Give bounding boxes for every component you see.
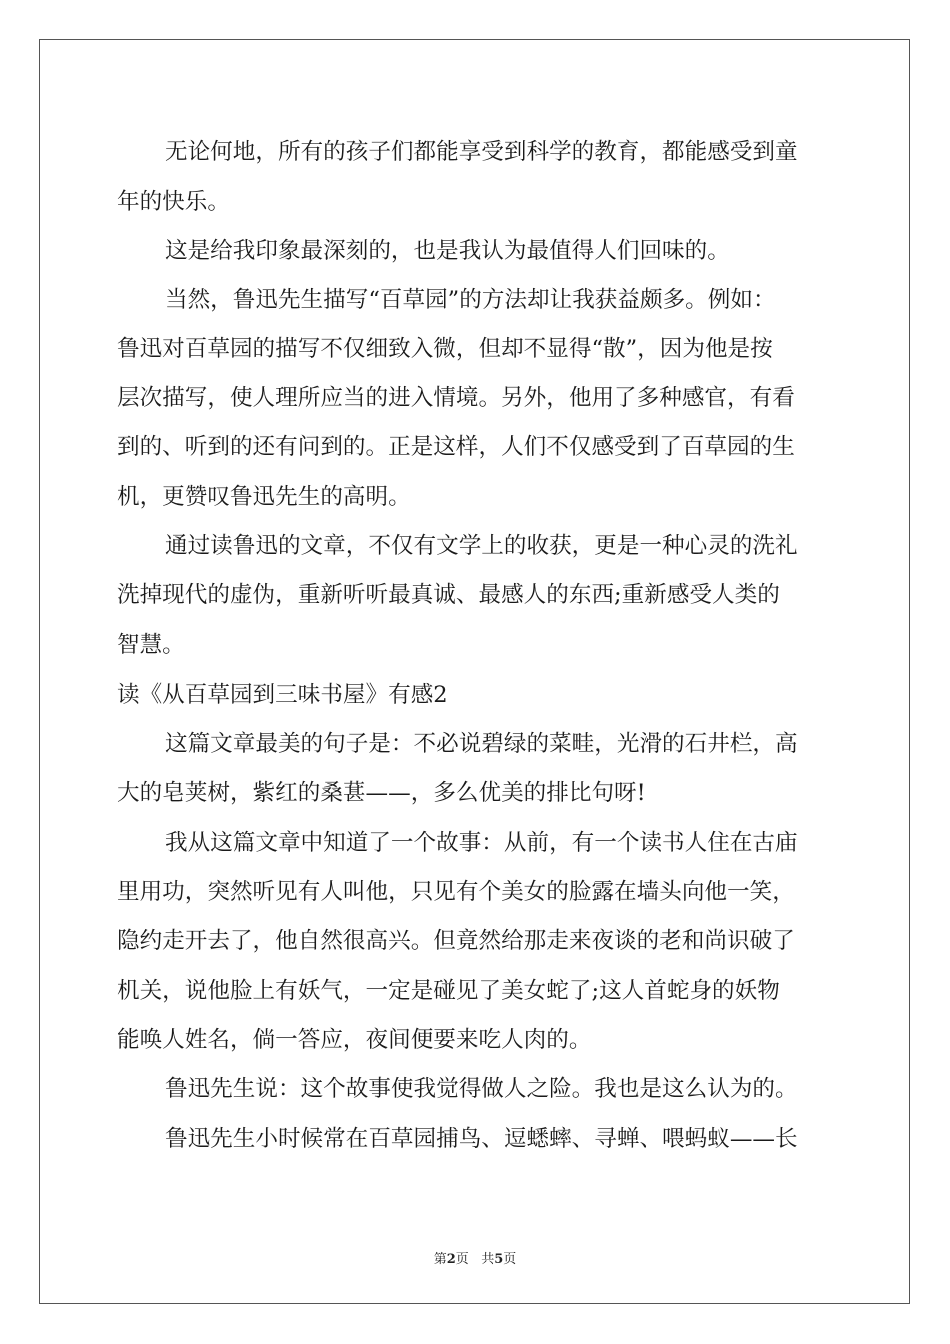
paragraph-line: 层次描写，使人理所应当的进入情境。另外，他用了多种感官，有看 — [117, 385, 795, 411]
paragraph-line: 到的、听到的还有问到的。正是这样，人们不仅感受到了百草园的生 — [117, 434, 795, 460]
paragraph-line: 我从这篇文章中知道了一个故事：从前，有一个读书人住在古庙 — [165, 830, 798, 856]
paragraph-line: 鲁迅先生说：这个故事使我觉得做人之险。我也是这么认为的。 — [165, 1076, 798, 1102]
paragraph-line: 能唤人姓名，倘一答应，夜间便要来吃人肉的。 — [117, 1027, 592, 1053]
paragraph-line: 里用功，突然听见有人叫他，只见有个美女的脸露在墙头向他一笑， — [117, 879, 795, 905]
total-prefix: 共 — [481, 1252, 495, 1267]
paragraph-line: 隐约走开去了，他自然很高兴。但竟然给那走来夜谈的老和尚识破了 — [117, 928, 795, 954]
paragraph-line: 智慧。 — [117, 632, 185, 658]
paragraph-line: 无论何地，所有的孩子们都能享受到科学的教育，都能感受到童 — [165, 139, 798, 165]
section-heading: 读《从百草园到三味书屋》有感2 — [117, 682, 448, 708]
paragraph-line: 当然，鲁迅先生描写“百草园”的方法却让我获益颇多。例如： — [165, 287, 776, 313]
paragraph-line: 机，更赞叹鲁迅先生的高明。 — [117, 484, 411, 510]
page-suffix: 页 — [455, 1252, 469, 1267]
page-border — [39, 39, 910, 1304]
paragraph-line: 鲁迅对百草园的描写不仅细致入微，但却不显得“散”，因为他是按 — [117, 336, 773, 362]
paragraph-line: 这是给我印象最深刻的，也是我认为最值得人们回味的。 — [165, 238, 730, 264]
paragraph-line: 机关，说他脸上有妖气，一定是碰见了美女蛇了;这人首蛇身的妖物 — [117, 978, 780, 1004]
paragraph-line: 洗掉现代的虚伪，重新听听最真诚、最感人的东西;重新感受人类的 — [117, 582, 780, 608]
page-prefix: 第 — [433, 1252, 447, 1267]
total-suffix: 页 — [503, 1252, 517, 1267]
total-pages: 5 — [494, 1252, 504, 1267]
page-number: 2 — [446, 1252, 456, 1267]
paragraph-line: 年的快乐。 — [117, 189, 230, 215]
paragraph-line: 通过读鲁迅的文章，不仅有文学上的收获，更是一种心灵的洗礼 — [165, 533, 798, 559]
page-footer — [0, 1248, 950, 1267]
paragraph-line: 大的皂荚树，紫红的桑葚——，多么优美的排比句呀! — [117, 780, 646, 806]
paragraph-line: 这篇文章最美的句子是：不必说碧绿的菜畦，光滑的石井栏，高 — [165, 731, 798, 757]
paragraph-line: 鲁迅先生小时候常在百草园捕鸟、逗蟋蟀、寻蝉、喂蚂蚁——长 — [165, 1126, 798, 1152]
